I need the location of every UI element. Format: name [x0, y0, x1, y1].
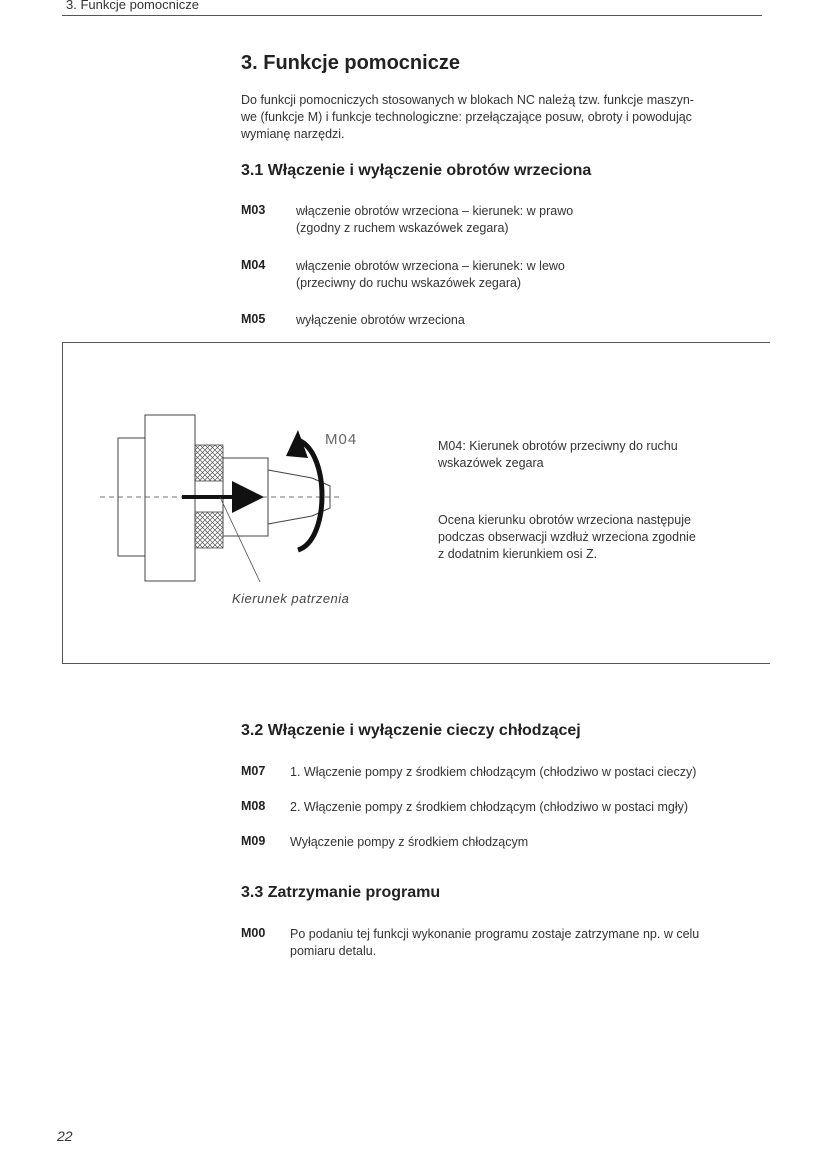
running-header: 3. Funkcje pomocnicze [66, 0, 199, 12]
m-code: M04 [241, 258, 266, 272]
description-line: (zgodny z ruchem wskazówek zegara) [296, 221, 509, 235]
m-code: M00 [241, 926, 266, 940]
intro-line: we (funkcje M) i funkcje technologiczne: przełączające posuw, obroty i powodując [241, 110, 692, 124]
intro-line: wymianę narzędzi. [241, 127, 345, 141]
m-code-description: Wyłączenie pompy z środkiem chłodzącym [290, 835, 529, 849]
subsection-title-3-3: 3.3 Zatrzymanie programu [241, 884, 441, 901]
m-code-description [296, 258, 565, 292]
m-code-description [290, 926, 770, 960]
header-rule [62, 15, 762, 16]
intro-line: Do funkcji pomocniczych stosowanych w blokach NC należą tzw. funkcje maszyn- [241, 93, 694, 107]
m-code: M08 [241, 799, 266, 813]
figure-text-line: wskazówek zegara [438, 456, 544, 470]
description-line: Po podaniu tej funkcji wykonanie programu zostaje zatrzymane np. w celu [290, 927, 700, 941]
description-line: wyłączenie obrotów wrzeciona [296, 313, 465, 327]
m-code-description [296, 203, 573, 237]
section-title: 3. Funkcje pomocnicze [241, 52, 460, 74]
figure-text-line: z dodatnim kierunkiem osi Z. [438, 547, 598, 561]
figure-text-1 [438, 438, 748, 472]
page-number: 22 [57, 1128, 73, 1144]
subsection-title-3-2: 3.2 Włączenie i wyłączenie cieczy chłodzącej [241, 722, 581, 739]
description-line: pomiaru detalu. [290, 944, 377, 958]
m-code: M09 [241, 834, 266, 848]
subsection-title-3-1: 3.1 Włączenie i wyłączenie obrotów wrzeciona [241, 162, 592, 179]
figure-text-line: podczas obserwacji wzdłuż wrzeciona zgodnie [438, 530, 696, 544]
jaw-bottom [195, 512, 223, 548]
spindle-diagram [90, 400, 380, 590]
m-code-description [296, 312, 465, 329]
m-code-description: 2. Włączenie pompy z środkiem chłodzącym (chłodziwo w postaci mgły) [290, 800, 689, 814]
diagram-m04-label: M04 [325, 431, 358, 448]
m-code: M03 [241, 203, 266, 217]
jaw-top [195, 445, 223, 481]
figure-text-line: M04: Kierunek obrotów przeciwny do ruchu [438, 439, 678, 453]
intro-paragraph [241, 92, 771, 143]
m-code: M07 [241, 764, 266, 778]
figure-text-2 [438, 512, 748, 563]
description-line: włączenie obrotów wrzeciona – kierunek: w prawo [296, 204, 574, 218]
description-line: włączenie obrotów wrzeciona – kierunek: w lewo [296, 259, 565, 273]
viewing-direction-label: Kierunek patrzenia [232, 591, 350, 606]
figure-text-line: Ocena kierunku obrotów wrzeciona następuje [438, 513, 691, 527]
description-line: (przeciwny do ruchu wskazówek zegara) [296, 276, 522, 290]
m-code-description: 1. Włączenie pompy z środkiem chłodzącym (chłodziwo w postaci cieczy) [290, 765, 697, 779]
m-code: M05 [241, 312, 266, 326]
